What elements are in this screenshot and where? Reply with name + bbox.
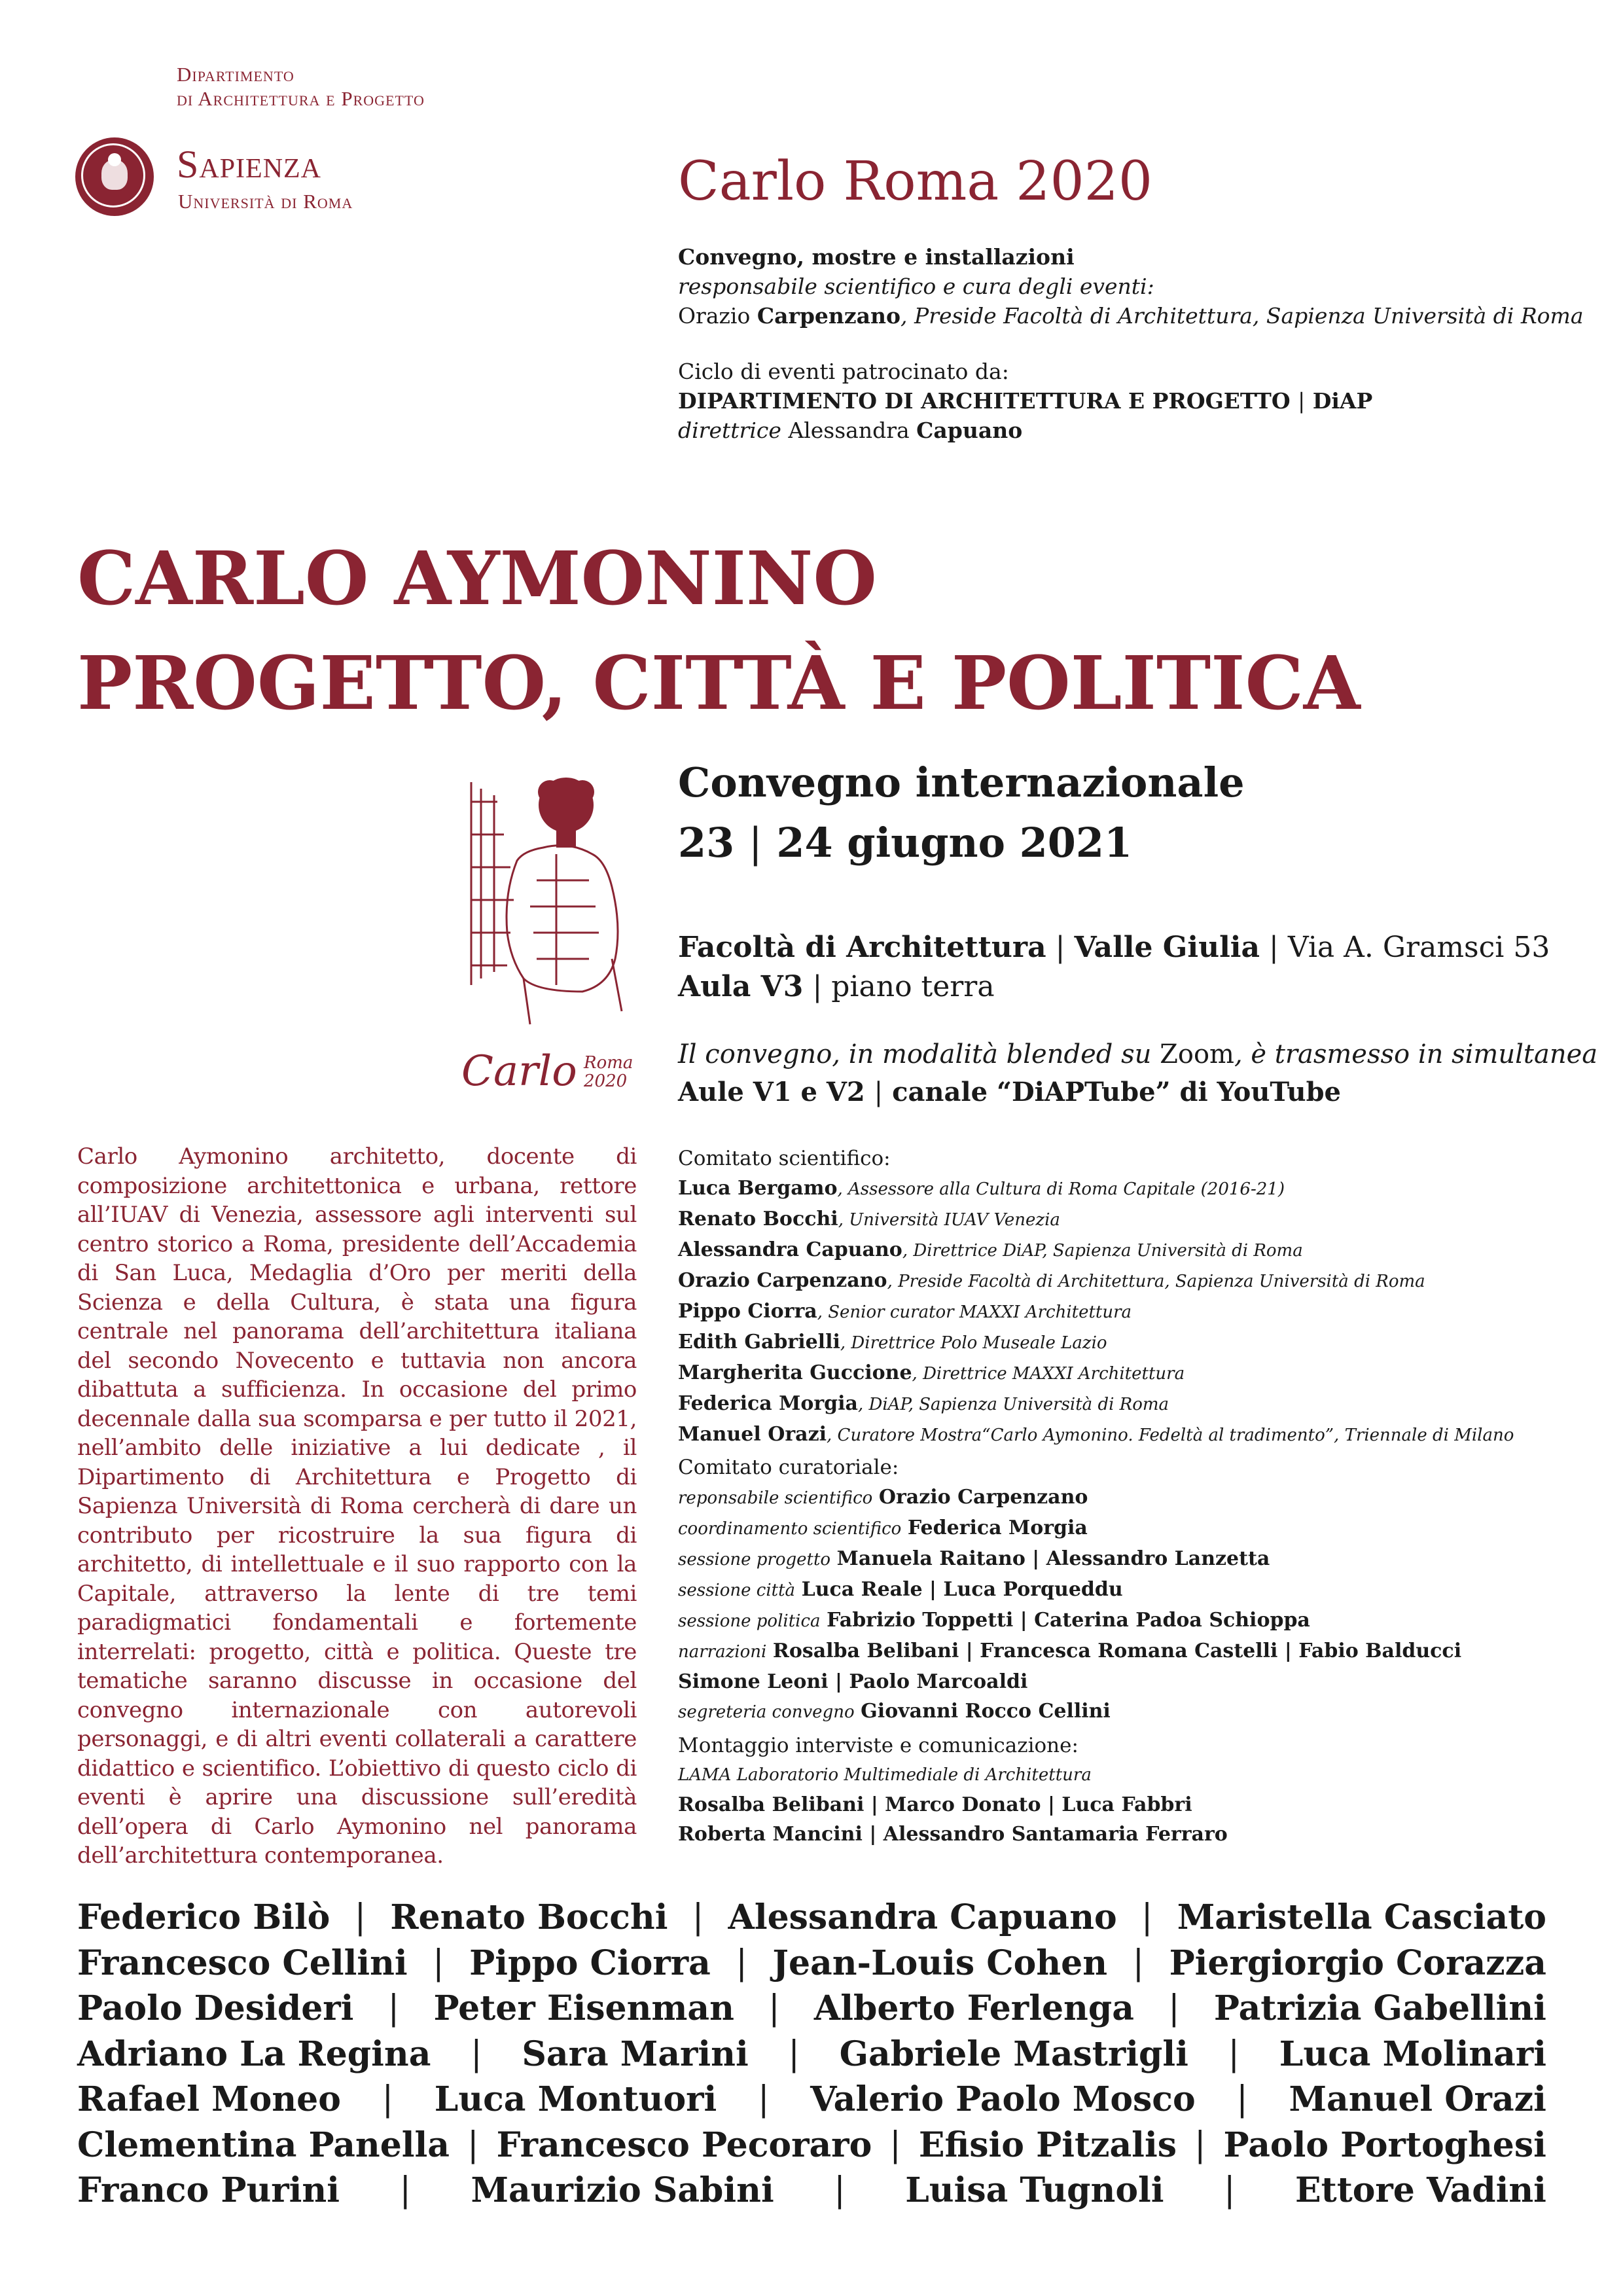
speaker-name: Renato Bocchi (390, 1897, 668, 1937)
speakers-list (77, 1895, 1546, 2214)
montage-names-line1: Rosalba Belibani | Marco Donato | Luca Fabbri (678, 1793, 1192, 1816)
committee-member (678, 1174, 1514, 1204)
member-name: Manuel Orazi (678, 1423, 827, 1446)
member-name: Margherita Guccione (678, 1361, 912, 1384)
member-name: Pippo Ciorra (678, 1300, 817, 1323)
patronage-block (678, 357, 1372, 445)
curatorial-role: segreteria convegno (678, 1702, 855, 1722)
speaker-name: Pippo Ciorra (469, 1943, 711, 1983)
curatorial-role: narrazioni (678, 1642, 767, 1662)
speaker-separator: | (736, 1943, 747, 1982)
speaker-separator: | (834, 2170, 846, 2210)
university-name: Sapienza (177, 143, 322, 186)
speaker-name: Peter Eisenman (433, 1988, 734, 2028)
speaker-name: Rafael Moneo (77, 2079, 341, 2119)
speaker-separator: | (1224, 2170, 1236, 2210)
responsible-label: responsabile scientifico e cura degli eventi: (678, 274, 1154, 299)
montage-label: Montaggio interviste e comunicazione: (678, 1734, 1079, 1757)
committee-member (678, 1204, 1514, 1235)
speakers-row (77, 2032, 1546, 2077)
speaker-name: Clementina Panella (77, 2125, 450, 2165)
curatorial-names: Orazio Carpenzano (878, 1486, 1088, 1509)
curatorial-role: sessione politica (678, 1611, 821, 1631)
speaker-name: Federico Bilò (77, 1897, 330, 1937)
venue-line2: Aula V3 | piano terra (678, 970, 995, 1003)
speaker-name: Alessandra Capuano (728, 1897, 1117, 1937)
speaker-name: Adriano La Regina (77, 2034, 431, 2074)
speaker-name: Maristella Casciato (1177, 1897, 1546, 1937)
speakers-row (77, 1895, 1546, 1941)
committee-member (678, 1389, 1514, 1420)
patronage-label: Ciclo di eventi patrocinato da: (678, 359, 1009, 384)
curatorial-committee-list (678, 1482, 1461, 1727)
speaker-separator: | (399, 2170, 411, 2210)
streaming-line2: Aule V1 e V2 | canale “DiAPTube” di YouTube (678, 1077, 1341, 1107)
member-name: Alessandra Capuano (678, 1238, 902, 1261)
director-line: direttrice Alessandra Capuano (678, 418, 1023, 443)
speaker-separator: | (471, 2034, 482, 2073)
speaker-separator: | (768, 1988, 780, 2028)
committee-member (678, 1266, 1514, 1297)
main-title-line2: PROGETTO, CITTÀ E POLITICA (77, 641, 1361, 726)
speaker-separator: | (1228, 2034, 1240, 2073)
member-role: , Assessore alla Cultura di Roma Capitale (2016-21) (837, 1179, 1285, 1199)
speakers-row (77, 1941, 1546, 1986)
member-role: , Direttrice MAXXI Architettura (912, 1364, 1185, 1384)
speaker-name: Francesco Pecoraro (496, 2125, 872, 2165)
speaker-name: Valerio Paolo Mosco (810, 2079, 1196, 2119)
patronage-name: DIPARTIMENTO DI ARCHITETTURA E PROGETTO | DiAP (678, 388, 1373, 414)
speaker-name: Francesco Cellini (77, 1943, 408, 1983)
university-subtitle: Università di Roma (178, 190, 353, 213)
speaker-name: Jean-Louis Cohen (772, 1943, 1108, 1983)
speaker-name: Manuel Orazi (1289, 2079, 1546, 2119)
aymonino-sketch-illustration (458, 762, 654, 1077)
event-subtitle: Convegno, mostre e installazioni (678, 244, 1075, 270)
speakers-row (77, 2168, 1546, 2214)
member-name: Federica Morgia (678, 1392, 858, 1415)
curatorial-row (678, 1575, 1461, 1605)
curatorial-names: Manuela Raitano | Alessandro Lanzetta (836, 1547, 1270, 1570)
member-role: , Direttrice Polo Museale Lazio (840, 1333, 1107, 1353)
streaming-line1: Il convegno, in modalità blended su Zoom, è trasmesso in simultanea (678, 1039, 1598, 1069)
main-title (77, 527, 1361, 736)
university-seal-logo (75, 137, 154, 216)
curatorial-names: Luca Reale | Luca Porqueddu (801, 1578, 1123, 1601)
committee-member (678, 1358, 1514, 1389)
speaker-separator: | (757, 2079, 770, 2119)
curatorial-names: Simone Leoni | Paolo Marcoaldi (678, 1670, 1028, 1693)
carlo-signature: Carlo (461, 1047, 577, 1096)
curatorial-names: Giovanni Rocco Cellini (861, 1700, 1111, 1723)
speaker-separator: | (433, 1943, 444, 1982)
speaker-separator: | (889, 2125, 901, 2164)
main-title-line1: CARLO AYMONINO (77, 536, 877, 622)
speaker-name: Alberto Ferlenga (813, 1988, 1134, 2028)
curatorial-role: coordinamento scientifico (678, 1519, 902, 1539)
speaker-separator: | (1132, 1943, 1145, 1982)
convegno-label: Convegno internazionale (678, 759, 1245, 806)
speaker-separator: | (1194, 2125, 1206, 2164)
speaker-name: Paolo Portoghesi (1223, 2125, 1546, 2165)
speaker-separator: | (692, 1897, 704, 1937)
curatorial-role: sessione progetto (678, 1550, 831, 1570)
convegno-date: 23 | 24 giugno 2021 (678, 819, 1133, 867)
event-series-title: Carlo Roma 2020 (678, 151, 1152, 213)
scientific-committee-label: Comitato scientifico: (678, 1147, 891, 1170)
curatorial-row (678, 1667, 1461, 1696)
member-name: Edith Gabrielli (678, 1331, 840, 1354)
speaker-separator: | (1141, 1897, 1153, 1937)
speaker-name: Luisa Tugnoli (905, 2170, 1164, 2210)
speakers-row (77, 2123, 1546, 2168)
roma-2020-stamp: Roma 2020 (584, 1053, 633, 1091)
member-role: , Senior curator MAXXI Architettura (817, 1302, 1132, 1322)
curatorial-role: reponsabile scientifico (678, 1488, 873, 1508)
committee-member (678, 1420, 1514, 1450)
event-credits (678, 242, 1584, 331)
speaker-name: Franco Purini (77, 2170, 340, 2210)
scientific-committee (678, 1144, 1514, 1450)
member-name: Orazio Carpenzano (678, 1269, 887, 1292)
member-role: , Università IUAV Venezia (838, 1210, 1060, 1230)
speaker-separator: | (382, 2079, 394, 2119)
speaker-separator: | (1236, 2079, 1248, 2119)
venue-line1: Facoltà di Architettura | Valle Giulia | Via A. Gramsci 53 (678, 931, 1550, 964)
speakers-row (77, 2077, 1546, 2123)
speaker-name: Luca Montuori (434, 2079, 717, 2119)
curatorial-names: Rosalba Belibani | Francesca Romana Castelli | Fabio Balducci (772, 1640, 1462, 1662)
curatorial-committee-label: Comitato curatoriale: (678, 1456, 899, 1479)
speaker-separator: | (788, 2034, 800, 2073)
scientific-committee-list (678, 1174, 1514, 1450)
member-name: Renato Bocchi (678, 1208, 838, 1230)
curatorial-names: Fabrizio Toppetti | Caterina Padoa Schioppa (827, 1609, 1310, 1632)
curatorial-names: Federica Morgia (907, 1516, 1088, 1539)
curatorial-row (678, 1482, 1461, 1513)
member-role: , DiAP, Sapienza Università di Roma (858, 1395, 1169, 1414)
montage-credits (678, 1731, 1228, 1849)
streaming-info (678, 1035, 1597, 1111)
curatorial-committee (678, 1453, 1461, 1727)
speakers-row (77, 1986, 1546, 2032)
member-name: Luca Bergamo (678, 1177, 838, 1200)
curatorial-row (678, 1636, 1461, 1667)
committee-member (678, 1297, 1514, 1327)
speaker-separator: | (467, 2125, 479, 2164)
speaker-separator: | (1168, 1988, 1180, 2028)
member-role: , Curatore Mostra“Carlo Aymonino. Fedeltà al tradimento”, Triennale di Milano (827, 1426, 1514, 1445)
speaker-name: Sara Marini (522, 2034, 749, 2074)
curatorial-row (678, 1544, 1461, 1575)
curatorial-row (678, 1513, 1461, 1544)
description-paragraph: Carlo Aymonino architetto, docente di composizione architettonica e urbana, rettore all’IUAV di Venezia, assessore agli interventi sul centro storico a Roma, presidente dell’Accademia di San Luca, Medaglia d’Oro per meriti della Scienza e della Cultura, è stata una figura centrale nel panorama dell’architettura italiana del secondo Novecento e tuttavia non ancora dibattuta a sufficienza. In occasione del primo decennale dalla sua scomparsa e per tutto il 2021, nell’ambito delle iniziative a lui dedicate , il Dipartimento di Architettura e Progetto di Sapienza Università di Roma cercherà di dare un contributo per ricostruire la sua figura di architetto, di intellettuale e il suo rapporto con la Capitale, attraverso la lente di tre temi paradigmatici fondamentali e fortemente interrelati: progetto, città e politica. Queste tre tematiche saranno discusse in occasione del convegno internazionale con autorevoli personaggi, e di altri eventi collaterali a carattere didattico e scientifico. L’obiettivo di questo ciclo di eventi è aprire una discussione sull’eredità dell’opera di Carlo Aymonino nel panorama dell’architettura contemporanea. (77, 1143, 637, 1869)
convegno-heading (678, 753, 1245, 873)
curatorial-row (678, 1605, 1461, 1636)
speaker-name: Patrizia Gabellini (1213, 1988, 1546, 2028)
responsible-line: Orazio Carpenzano, Preside Facoltà di Architettura, Sapienza Università di Roma (678, 303, 1584, 329)
speaker-name: Paolo Desideri (77, 1988, 354, 2028)
member-role: , Direttrice DiAP, Sapienza Università di Roma (902, 1241, 1303, 1261)
speaker-separator: | (354, 1897, 366, 1937)
member-role: , Preside Facoltà di Architettura, Sapienza Università di Roma (887, 1272, 1425, 1291)
curatorial-role: sessione città (678, 1581, 796, 1600)
curatorial-row (678, 1696, 1461, 1727)
speaker-name: Ettore Vadini (1295, 2170, 1546, 2210)
speaker-name: Piergiorgio Corazza (1169, 1943, 1546, 1983)
committee-member (678, 1327, 1514, 1358)
speaker-separator: | (387, 1988, 400, 2028)
speaker-name: Gabriele Mastrigli (839, 2034, 1188, 2074)
speaker-name: Maurizio Sabini (471, 2170, 774, 2210)
speaker-name: Efisio Pitzalis (918, 2125, 1177, 2165)
committee-member (678, 1235, 1514, 1266)
department-name: Dipartimento di Architettura e Progetto (177, 63, 425, 110)
venue-info (678, 928, 1550, 1007)
speaker-name: Luca Molinari (1279, 2034, 1546, 2074)
montage-names-line2: Roberta Mancini | Alessandro Santamaria Ferraro (678, 1823, 1228, 1846)
montage-lab: LAMA Laboratorio Multimediale di Architettura (678, 1765, 1092, 1785)
